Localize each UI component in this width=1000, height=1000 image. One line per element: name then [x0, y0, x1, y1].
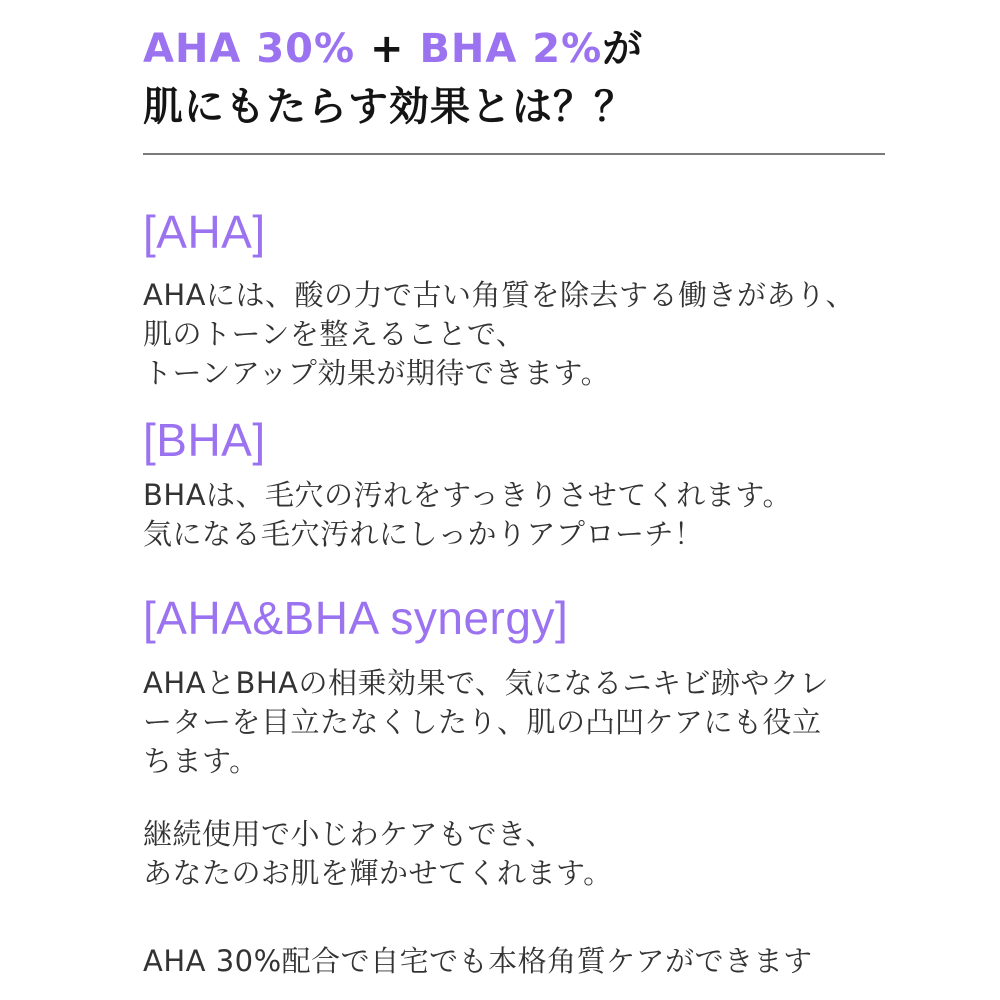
body-line: AHA 30%配合で自宅でも本格角質ケアができます: [143, 944, 813, 978]
section-title-aha: [AHA]: [143, 206, 266, 258]
title-plus: +: [355, 26, 420, 72]
body-line: BHAは、毛穴の汚れをすっきりさせてくれます。: [143, 478, 792, 512]
section-title-synergy: [AHA&BHA synergy]: [143, 592, 569, 644]
section-body-synergy-1: [143, 664, 829, 781]
body-line: AHAには、酸の力で古い角質を除去する働きがあり、: [143, 278, 855, 312]
body-line: 肌のトーンを整えることで、: [143, 317, 526, 351]
section-title-bha: [BHA]: [143, 414, 266, 466]
content-page: [143, 0, 903, 1000]
section-body-aha: [143, 276, 855, 393]
section-body-synergy-2: [143, 815, 613, 893]
body-line: ちます。: [143, 744, 259, 778]
body-line: ーターを目立たなくしたり、肌の凸凹ケアにも役立: [143, 705, 822, 739]
body-line: 気になる毛穴汚れにしっかりアプローチ！: [143, 517, 704, 551]
title-bha-percent: BHA 2%: [419, 26, 603, 72]
body-line: あなたのお肌を輝かせてくれます。: [143, 856, 613, 890]
title-suffix: が: [602, 26, 644, 72]
body-line: トーンアップ効果が期待できます。: [143, 356, 611, 390]
heading-divider: [143, 153, 885, 155]
body-line: AHAとBHAの相乗効果で、気になるニキビ跡やクレ: [143, 666, 829, 700]
section-body-bha: [143, 476, 792, 554]
body-line: 継続使用で小じわケアもでき、: [143, 817, 555, 851]
title-aha-percent: AHA 30%: [143, 26, 356, 72]
page-title: [143, 20, 643, 136]
title-line-2: 肌にもたらす効果とは？？: [143, 84, 635, 130]
section-body-synergy-3: [143, 942, 813, 981]
title-line-1: [143, 20, 643, 78]
